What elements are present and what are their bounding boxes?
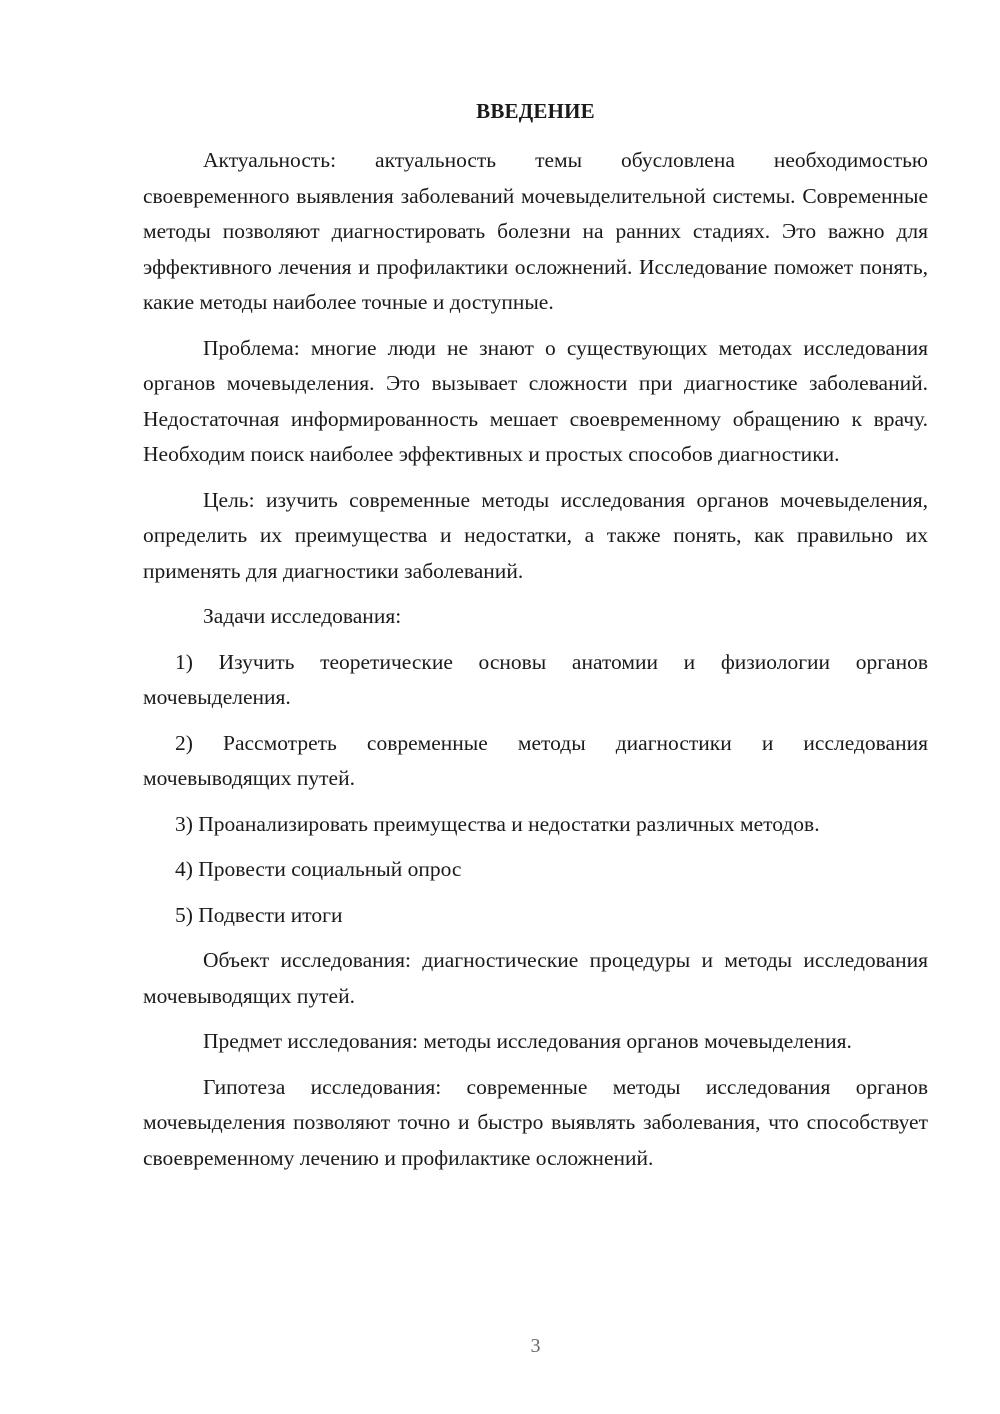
document-body bbox=[143, 143, 928, 1186]
paragraph-object: Объект исследования: диагностические процедуры и методы исследования мочевыводящих путей. bbox=[143, 948, 928, 1008]
page-number: 3 bbox=[530, 1335, 541, 1357]
paragraph-hypothesis: Гипотеза исследования: современные методы исследования органов мочевыделения позволяют точно и быстро выявлять заболевания, что способствует своевременному лечению и профилактике осложнений. bbox=[143, 1074, 928, 1170]
task-item-1: 1) Изучить теоретические основы анатомии и физиологии органов мочевыделения. bbox=[143, 649, 928, 709]
task-item-4: 4) Провести социальный опрос bbox=[175, 857, 462, 881]
paragraph-relevance: Актуальность: актуальность темы обусловлена необходимостью своевременного выявления заболеваний мочевыделительной системы. Современные методы позволяют диагностировать болезни на ранних стадиях. Это важно для эффективного лечения и профилактики осложнений. Исследование поможет понять, какие методы наиболее точные и доступные. bbox=[143, 148, 928, 314]
paragraph-problem: Проблема: многие люди не знают о существующих методах исследования органов мочевыделения. Это вызывает сложности при диагностике заболеваний. Недостаточная информированность мешает своевременному обращению к врачу. Необходим поиск наиболее эффективных и простых способов диагностики. bbox=[143, 335, 928, 466]
paragraph-subject: Предмет исследования: методы исследования органов мочевыделения. bbox=[203, 1029, 852, 1053]
tasks-heading: Задачи исследования: bbox=[203, 604, 402, 628]
document-page bbox=[143, 0, 928, 1414]
paragraph-goal: Цель: изучить современные методы исследования органов мочевыделения, определить их преимущества и недостатки, а также понять, как правильно их применять для диагностики заболеваний. bbox=[143, 487, 928, 583]
task-item-5: 5) Подвести итоги bbox=[175, 902, 343, 927]
task-item-2: 2) Рассмотреть современные методы диагностики и исследования мочевыводящих путей. bbox=[143, 730, 928, 790]
page-title: ВВЕДЕНИЕ bbox=[476, 99, 595, 123]
task-item-3: 3) Проанализировать преимущества и недостатки различных методов. bbox=[175, 811, 820, 836]
